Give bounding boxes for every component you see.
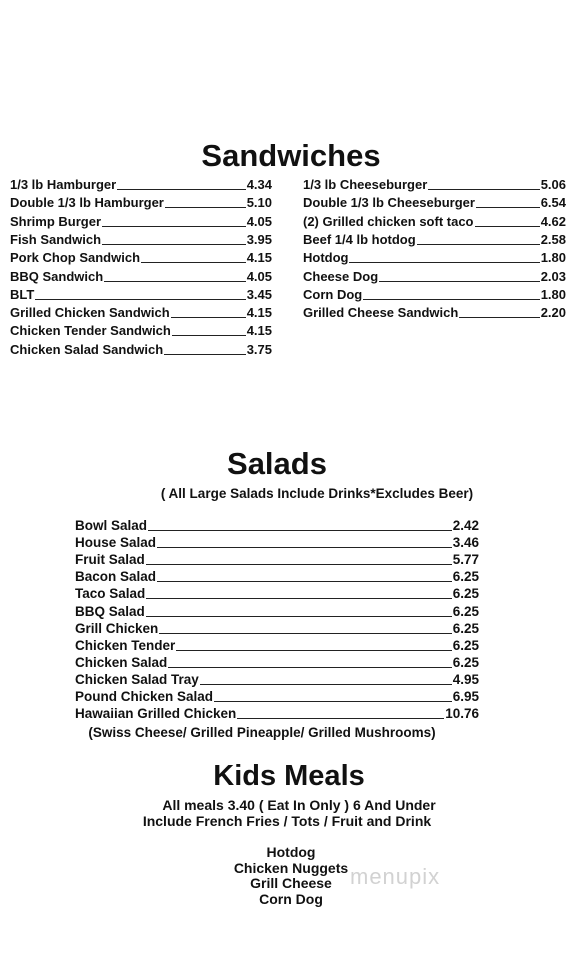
menu-item-price: 2.42 bbox=[452, 518, 479, 533]
leader-line bbox=[102, 244, 246, 245]
leader-line bbox=[176, 650, 451, 651]
menu-item-name: Fish Sandwich bbox=[10, 231, 102, 247]
menu-item-price: 1.80 bbox=[540, 250, 566, 266]
menu-item-name: Grilled Chicken Sandwich bbox=[10, 305, 170, 321]
menu-item-row bbox=[75, 707, 479, 721]
menu-item-row bbox=[303, 270, 566, 284]
menu-item-row bbox=[10, 324, 272, 338]
menu-item-row bbox=[303, 196, 566, 210]
leader-line bbox=[102, 226, 246, 227]
menu-item-price: 6.25 bbox=[452, 637, 479, 653]
menu-item-row bbox=[75, 639, 479, 653]
menu-item-name: Bowl Salad bbox=[75, 518, 148, 533]
menu-item-price: 4.15 bbox=[246, 250, 272, 266]
kids-heading: Kids Meals bbox=[213, 760, 365, 792]
menu-item-row bbox=[10, 196, 272, 210]
menu-item-row bbox=[303, 215, 566, 229]
menu-item-name: Corn Dog bbox=[303, 286, 363, 302]
menu-item-name: Chicken Salad bbox=[75, 654, 168, 670]
menu-item-name: Fruit Salad bbox=[75, 552, 145, 568]
leader-line bbox=[237, 718, 444, 719]
menu-item-row bbox=[303, 178, 566, 192]
menu-item-row bbox=[303, 251, 566, 265]
menu-item-row bbox=[10, 306, 272, 320]
menu-item-name: Double 1/3 lb Cheeseburger bbox=[303, 195, 475, 211]
menu-item-price: 10.76 bbox=[445, 706, 479, 722]
menu-item-price: 4.15 bbox=[246, 323, 272, 339]
leader-line bbox=[363, 299, 539, 300]
leader-line bbox=[200, 684, 452, 685]
menu-item-row bbox=[75, 519, 479, 533]
menu-item-price: 5.10 bbox=[246, 195, 272, 211]
menu-item-price: 6.25 bbox=[452, 654, 479, 670]
menu-item-name: Beef 1/4 lb hotdog bbox=[303, 231, 416, 247]
menu-item-price: 5.06 bbox=[540, 177, 566, 192]
menu-item-name: Grilled Cheese Sandwich bbox=[303, 305, 459, 321]
menu-item-row bbox=[75, 587, 479, 601]
leader-line bbox=[417, 244, 540, 245]
menu-item-row bbox=[75, 553, 479, 567]
menu-item-price: 4.05 bbox=[246, 213, 272, 229]
leader-line bbox=[168, 667, 451, 668]
menu-item-price: 4.62 bbox=[540, 213, 566, 229]
menu-item-name: (2) Grilled chicken soft taco bbox=[303, 213, 474, 229]
menu-item-name: Hawaiian Grilled Chicken bbox=[75, 706, 237, 722]
menu-item-row bbox=[75, 622, 479, 636]
kids-info-line-2: Include French Fries / Tots / Fruit and Drink bbox=[142, 813, 432, 829]
menu-item-name: Pork Chop Sandwich bbox=[10, 250, 141, 266]
watermark: menupix bbox=[350, 864, 441, 889]
menu-item-name: 1/3 lb Cheeseburger bbox=[303, 177, 428, 192]
kids-menu-item: Grill Cheese bbox=[250, 875, 332, 891]
menu-item-row bbox=[10, 215, 272, 229]
menu-item-price: 4.34 bbox=[246, 177, 272, 192]
menu-item-row bbox=[75, 570, 479, 584]
menu-item-price: 5.77 bbox=[452, 552, 479, 568]
leader-line bbox=[157, 547, 452, 548]
leader-line bbox=[379, 281, 540, 282]
salads-note: (Swiss Cheese/ Grilled Pineapple/ Grilled Mushrooms) bbox=[88, 725, 436, 740]
menu-item-name: 1/3 lb Hamburger bbox=[10, 177, 117, 192]
kids-menu-item: Corn Dog bbox=[259, 890, 323, 907]
menu-item-name: Hotdog bbox=[303, 250, 349, 266]
salads-subtitle: ( All Large Salads Include Drinks*Excludes Beer) bbox=[160, 486, 474, 501]
menu-item-name: Shrimp Burger bbox=[10, 213, 102, 229]
leader-line bbox=[165, 207, 246, 208]
menu-item-price: 6.95 bbox=[452, 689, 479, 704]
menu-item-price: 6.54 bbox=[540, 195, 566, 211]
menu-item-name: Bacon Salad bbox=[75, 569, 157, 585]
menu-item-price: 3.46 bbox=[452, 535, 479, 551]
menu-item-row bbox=[10, 343, 272, 357]
menu-item-row bbox=[303, 233, 566, 247]
leader-line bbox=[35, 299, 245, 300]
menu-item-name: BLT bbox=[10, 286, 35, 302]
menu-item-price: 6.25 bbox=[452, 603, 479, 619]
leader-line bbox=[148, 530, 452, 531]
kids-info-line-1: All meals 3.40 ( Eat In Only ) 6 And Under bbox=[162, 797, 436, 813]
leader-line bbox=[164, 354, 246, 355]
leader-line bbox=[214, 701, 452, 702]
leader-line bbox=[159, 633, 451, 634]
menu-item-row bbox=[10, 233, 272, 247]
leader-line bbox=[459, 317, 539, 318]
menu-item-row bbox=[10, 178, 272, 192]
leader-line bbox=[157, 581, 452, 582]
sandwiches-heading: Sandwiches bbox=[201, 138, 381, 173]
menu-item-price: 2.03 bbox=[540, 268, 566, 284]
menu-item-name: Chicken Tender Sandwich bbox=[10, 323, 171, 339]
menu-item-price: 3.45 bbox=[246, 286, 272, 302]
menu-item-price: 2.58 bbox=[540, 231, 566, 247]
menu-item-name: BBQ Sandwich bbox=[10, 268, 104, 284]
menu-item-name: Chicken Salad Tray bbox=[75, 671, 199, 687]
leader-line bbox=[171, 317, 246, 318]
menu-item-price: 6.25 bbox=[452, 569, 479, 585]
leader-line bbox=[146, 598, 451, 599]
menu-item-name: BBQ Salad bbox=[75, 603, 145, 619]
menu-item-row bbox=[303, 306, 566, 320]
menu-item-price: 3.75 bbox=[246, 341, 272, 357]
leader-line bbox=[475, 226, 540, 227]
menu-item-name: Chicken Salad Sandwich bbox=[10, 341, 164, 357]
kids-menu-item: Chicken Nuggets bbox=[233, 859, 349, 876]
menu-item-row bbox=[75, 656, 479, 670]
leader-line bbox=[117, 189, 245, 190]
menu-item-name: Cheese Dog bbox=[303, 268, 379, 284]
menu-item-row bbox=[303, 288, 566, 302]
leader-line bbox=[146, 564, 452, 565]
menu-item-price: 2.20 bbox=[540, 305, 566, 321]
menu-item-name: Grill Chicken bbox=[75, 620, 159, 636]
menu-item-row bbox=[75, 690, 479, 704]
menu-item-price: 1.80 bbox=[540, 286, 566, 302]
leader-line bbox=[141, 262, 246, 263]
leader-line bbox=[476, 207, 540, 208]
leader-line bbox=[146, 616, 452, 617]
leader-line bbox=[104, 281, 246, 282]
leader-line bbox=[172, 335, 246, 336]
menu-item-name: Double 1/3 lb Hamburger bbox=[10, 195, 164, 211]
menu-item-name: Chicken Tender bbox=[75, 637, 176, 653]
menu-item-name: House Salad bbox=[75, 535, 157, 551]
menu-item-price: 4.05 bbox=[246, 268, 272, 284]
menu-item-price: 6.25 bbox=[452, 586, 479, 602]
menu-item-row bbox=[75, 536, 479, 550]
menu-item-price: 3.95 bbox=[246, 231, 272, 247]
menu-item-row bbox=[10, 288, 272, 302]
kids-menu-item: Hotdog bbox=[266, 844, 316, 860]
menu-item-row bbox=[10, 251, 272, 265]
menu-item-price: 4.15 bbox=[246, 305, 272, 321]
menu-item-row bbox=[75, 605, 479, 619]
salads-heading: Salads bbox=[227, 446, 327, 481]
leader-line bbox=[428, 189, 539, 190]
menu-item-name: Taco Salad bbox=[75, 586, 146, 602]
menu-item-row bbox=[10, 270, 272, 284]
leader-line bbox=[349, 262, 539, 263]
menu-item-price: 6.25 bbox=[452, 620, 479, 636]
menu-item-price: 4.95 bbox=[452, 671, 479, 687]
menu-item-name: Pound Chicken Salad bbox=[75, 689, 214, 704]
menu-item-row bbox=[75, 673, 479, 687]
